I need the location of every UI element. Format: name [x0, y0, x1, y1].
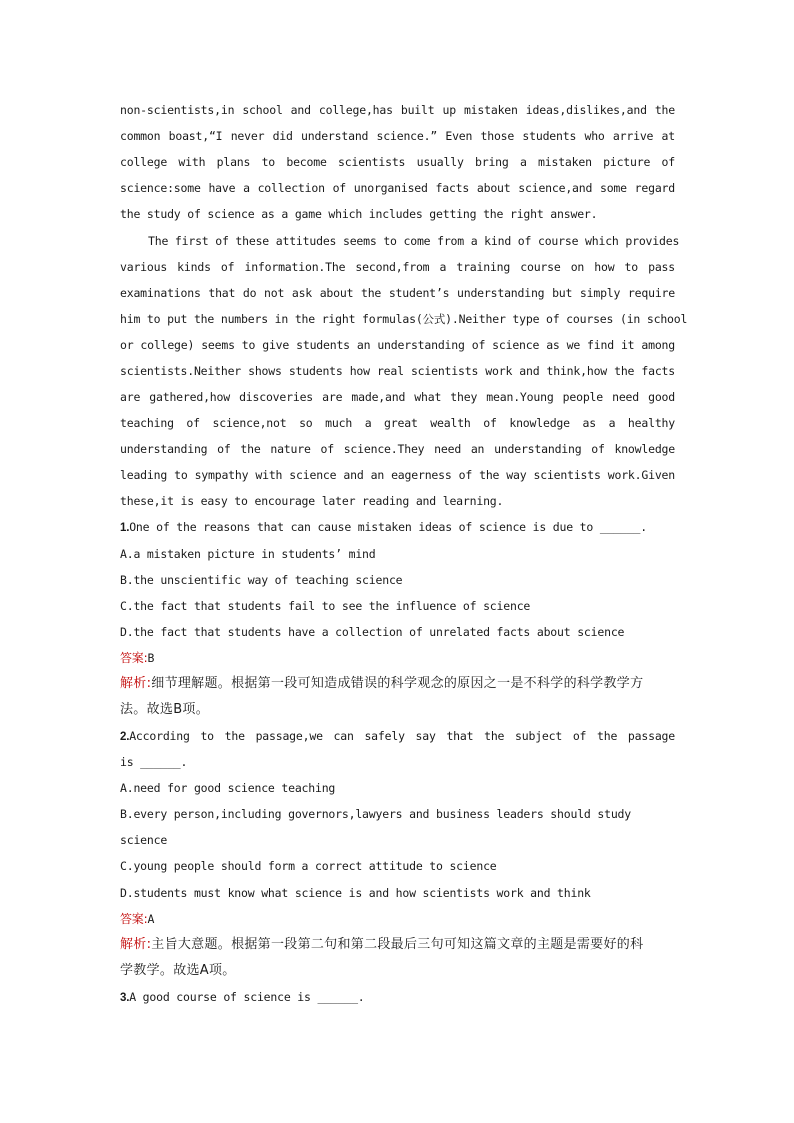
- answer-value: A: [147, 912, 155, 926]
- answer-line: [120, 645, 675, 671]
- passage-p1-line: college with plans to become scientists usually bring a mistaken picture of: [120, 155, 675, 169]
- question-1: [120, 514, 675, 541]
- option-a: A.a mistaken picture in students’ mind: [120, 547, 376, 561]
- passage-p1-line: science:some have a collection of unorganised facts about science,and some regard: [120, 181, 675, 195]
- passage-p2-line: or college) seems to give students an understanding of science as we find it among: [120, 338, 675, 352]
- question-3: [120, 984, 675, 1011]
- passage-p1-line: the study of science as a game which includes getting the right answer.: [120, 207, 598, 221]
- analysis-text: 学教学。故选A项。: [120, 963, 236, 978]
- option-b: B.the unscientific way of teaching science: [120, 573, 403, 587]
- question-number: 1.: [120, 522, 130, 534]
- analysis-text: 主旨大意题。根据第一段第二句和第二段最后三句可知这篇文章的主题是需要好的科: [151, 937, 644, 952]
- passage-p2-line: scientists.Neither shows students how real scientists work and think,how the facts: [120, 364, 675, 378]
- analysis-line: [120, 932, 675, 958]
- question-number: 2.: [120, 731, 130, 743]
- passage-p2-line: examinations that do not ask about the student’s understanding but simply require: [120, 286, 675, 300]
- option-a: A.need for good science teaching: [120, 781, 336, 795]
- option-c: C.young people should form a correct attitude to science: [120, 859, 497, 873]
- question-text: One of the reasons that can cause mistaken ideas of science is due to ______.: [129, 520, 647, 534]
- answer-value: B: [147, 651, 155, 665]
- question-2: [120, 723, 675, 750]
- option-d: D.the fact that students have a collection of unrelated facts about science: [120, 625, 625, 639]
- passage-p2-line: The first of these attitudes seems to come from a kind of course which provides: [148, 234, 680, 248]
- analysis-line: [120, 671, 675, 697]
- option-b: B.every person,including governors,lawyers and business leaders should study: [120, 807, 631, 821]
- option-b-cont: science: [120, 833, 168, 847]
- passage-p2-line: him to put the numbers in the right formulas(公式).Neither type of courses (in school: [120, 312, 688, 326]
- passage-p2-line: understanding of the nature of science.They need an understanding of knowledge: [120, 442, 675, 456]
- question-number: 3.: [120, 992, 130, 1004]
- answer-line: [120, 906, 675, 932]
- passage-p2-line: various kinds of information.The second,from a training course on how to pass: [120, 260, 675, 274]
- passage-p2-line: are gathered,how discoveries are made,and what they mean.Young people need good: [120, 390, 675, 404]
- analysis-text: 细节理解题。根据第一段可知造成错误的科学观念的原因之一是不科学的科学教学方: [151, 676, 644, 691]
- option-d: D.students must know what science is and how scientists work and think: [120, 886, 591, 900]
- passage-p1-line: common boast,“I never did understand science.” Even those students who arrive at: [120, 129, 675, 143]
- answer-label: 答案:: [120, 651, 148, 665]
- analysis-label: 解析:: [120, 937, 152, 952]
- passage-p1-line: non-scientists,in school and college,has built up mistaken ideas,dislikes,and the: [120, 103, 675, 117]
- passage-p2-line: these,it is easy to encourage later reading and learning.: [120, 494, 504, 508]
- question-text: A good course of science is ______.: [129, 990, 365, 1004]
- question-text: According to the passage,we can safely say that the subject of the passage: [129, 729, 675, 743]
- question-text: is ______.: [120, 755, 188, 769]
- analysis-text: 法。故选B项。: [120, 702, 210, 717]
- passage-p2-line: leading to sympathy with science and an eagerness of the way scientists work.Given: [120, 468, 675, 482]
- option-c: C.the fact that students fail to see the influence of science: [120, 599, 531, 613]
- analysis-label: 解析:: [120, 676, 152, 691]
- passage-p2-line: teaching of science,not so much a great wealth of knowledge as a healthy: [120, 416, 675, 430]
- answer-label: 答案:: [120, 912, 148, 926]
